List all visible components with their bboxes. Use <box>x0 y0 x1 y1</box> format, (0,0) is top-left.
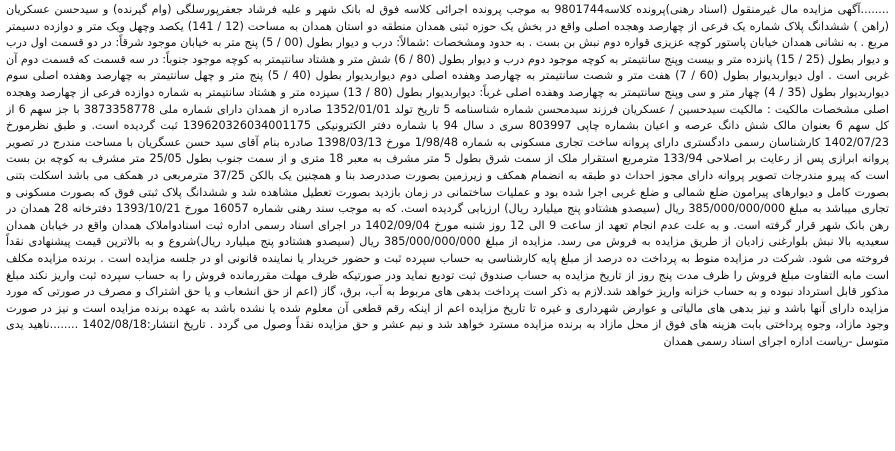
auction-notice <box>6 2 889 449</box>
notice-body-text: ........آگهی مزایده مال غیرمنقول (اسناد رهنی)پرونده کلاسه9801744 به موجب پرونده اجرائی کلاسه فوق له بانک شهر و علیه فرشاد جعفرپورسلگی (وام گیرنده) و سیدحسن عسکریان (راهن ) ششدانگ پلاک شماره یک فرعی از چهارصد وهجده اصلی واقع در بخش یک حوزه ثبتی همدان منطقه دو استان همدان به مساحت (12 / 141) یکصد وچهل ویک متر و دوازده دسیمتر مربع . به نشانی همدان خیابان پاستور کوچه عزیزی قواره دوم نبش بن بست . به حدود ومشخصات :شمالاً: درب و دیوار بطول (00 / 5) پنج متر به خیابان موجود شرقاً: در دو قسمت اول درب و دیوار بطول (25 / 15) پانزده متر و بیست وپنج سانتیمتر به کوچه موجود دوم درب و دیوار بطول (80 / 6) شش متر و هشتاد سانتیمتر به کوچه موجود جنوباً: در سه قسمت که قسمت دوم آن غربی است . اول دیواربدیوار بطول (60 / 7) هفت متر و شصت سانتیمتر به چهارصد وهفده اصلی دوم دیواربدیوار بطول (40 / 5) پنج متر و چهل سانتیمتر به چهارصد وهفده اصلی سوم دیواربدیوار بطول (35 / 4) چهار متر و سی وپنج سانتیمتر به چهارصد وهفده اصلی غرباً: دیواربدیوار بطول (80 / 13) سیزده متر و هشتاد سانتیمتر به شماره دوازده فرعی از چهارصد وهجده اصلی مشخصات مالکیت : مالکیت سیدحسین / عسکریان فرزند سیدمحسن شماره شناسنامه 5 تاریخ تولد 1352/01/01 صادره از همدان دارای شماره ملی 3873358778 با جز سهم 6 از کل سهم 6 بعنوان مالک شش دانگ عرصه و اعیان بشماره چاپی 803997 سری د سال 94 با شماره دفتر الکترونیکی 139620326034001175 ثبت گردیده است. و طبق نظرمورخ 1402/07/23 کارشناسان رسمی دادگستری دارای پروانه ساخت تجاری مسکونی به شماره 1/98/48 مورخ 1398/03/13 صادره بنام آقای سید حسن عسگریان با مساحت مندرج در تصویر پروانه ابرازی پس از رعایت بر اصلاحی 133/94 مترمربع استقرار ملک از سمت شرق بطول 5 متر مشرف به معبر 18 متری و از سمت جنوب بطول 25/05 متر مشرف به کوچه بن بست است که پیرو مندرجات تصویر پروانه دارای مجوز احداث دو طبقه به انضمام همکف و زیرزمین بصورت صددرصد بنا و همچنین یک بالکن 37/25 مترمربعی در همکف می باشد اسکلت بتنی بصورت کامل و دیوارهای پیرامون ضلع شمالی و ضلع غربی اجرا شده بود و عملیات ساختمانی در زمان بازدید بصورت تعطیل مشاهده شد و ششدانگ پلاک ثبتی فوق که بصورت مسکونی و تجاری میباشد به مبلغ 385/000/000/000 ریال (سیصدو هشتادو پنج میلیارد ریال) ارزیابی گردیده است. که به موجب سند رهنی شماره 16057 مورخ 1393/10/21 دفترخانه 28 همدان در رهن بانک شهر قرار گرفته است. و به علت عدم انجام تعهد از ساعت 9 الی 12 روز شنبه مورخ 1402/09/04 در اجرای اسناد رسمی اداره ثبت اسنادواملاک همدان واقع در خیابان همدان سعیدیه بالا نبش بلوارغنی زادیان از طریق مزایده به فروش می رسد. مزایده از مبلغ 385/000/000/000 ریال (سیصدو هشتادو پنج میلیارد ریال)شروع و به بالاترین قیمت پیشنهادی نقداً فروخته می شود. شرکت در مزایده منوط به پرداخت ده درصد از مبلغ پایه کارشناسی به حساب سپرده ثبت و حضور خریدار یا نماینده قانونی او در جلسه مزایده است . برنده مزایده مکلف است مابه التفاوت مبلغ فروش را ظرف مدت پنج روز از تاریخ مزایده به حساب صندوق ثبت تودیع نماید ودر صورتیکه ظرف مهلت مقررمانده فروش را به حساب سپرده ثبت واریز نکند مبلغ مذکور قابل استرداد نبوده و به حساب خزانه واریز خواهد شد.لازم به ذکر است پرداخت بدهی های مربوط به آب، برق، گاز (اعم از حق انشعاب و یا حق اشتراک و مصرف در صورتی که مورد مزایده دارای آنها باشد و نیز بدهی های مالیاتی و عوارض شهرداری و غیره تا تاریخ مزایده اعم از اینکه رقم قطعی آن معلوم شده یا نشده باشد به عهده برنده مزایده است و نیز در صورت وجود مازاد، وجوه پرداختی بابت هزینه های فوق از محل مازاد به برنده مزایده مسترد خواهد شد و نیم عشر و حق مزایده نقداً وصول می گردد . تاریخ انتشار:1402/08/18 ........ناهید یدی متوسل -ریاست اداره اجرای اسناد رسمی همدان <box>6 3 889 348</box>
